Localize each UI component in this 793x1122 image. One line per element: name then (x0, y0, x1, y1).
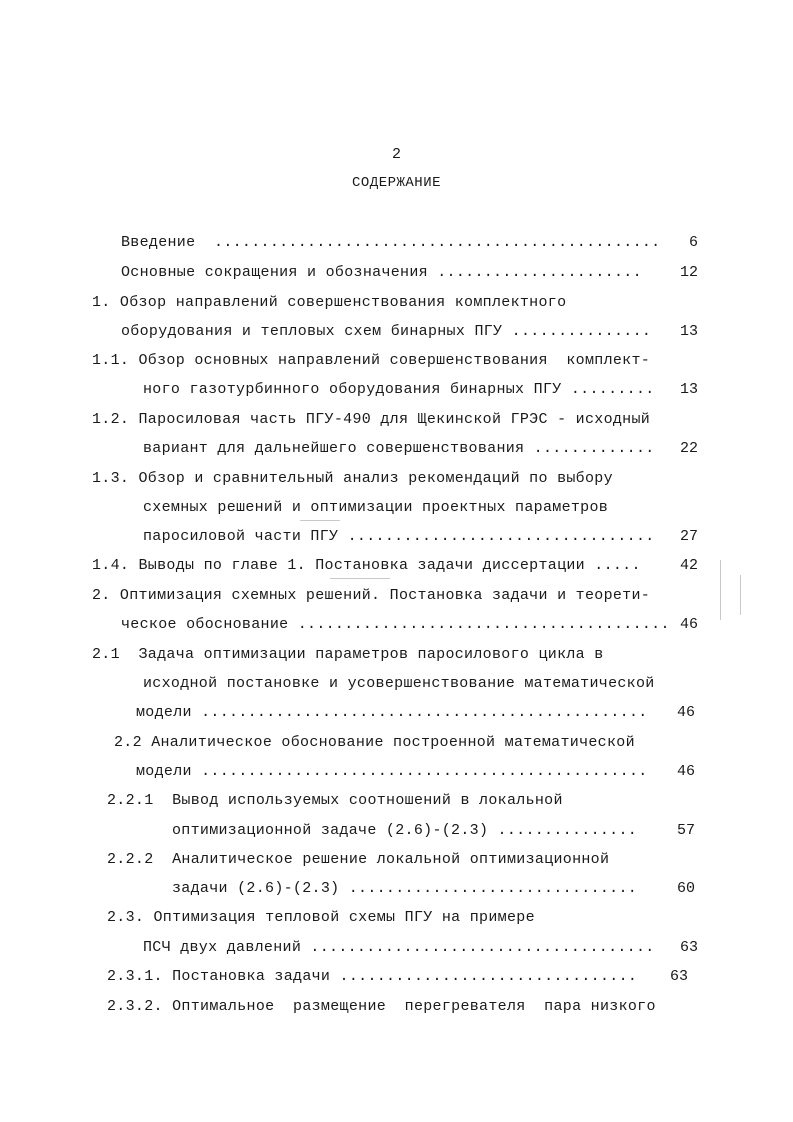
toc-entry-2-2-2-line1: 2.2.2 Аналитическое решение локальной оптимизационной (107, 851, 610, 868)
toc-entry-2-3-1-page: 63 (670, 968, 689, 985)
toc-entry-2-3-page: 63 (680, 939, 699, 956)
page-number: 2 (391, 146, 401, 163)
toc-entry-intro-text: Введение ................................................ (121, 234, 661, 251)
page-title: СОДЕРЖАНИЕ (351, 175, 441, 191)
toc-entry-2-1-page: 46 (677, 704, 696, 721)
scan-artifact (330, 578, 390, 579)
toc-entry-2-3-line2: ПСЧ двух давлений ..................................... (143, 939, 655, 956)
toc-entry-1-1-line1: 1.1. Обзор основных направлений совершенствования комплект- (92, 352, 651, 369)
toc-entry-1-1-line2: ного газотурбинного оборудования бинарных ПГУ ......... (143, 381, 655, 398)
toc-entry-2-3-2-text: 2.3.2. Оптимальное размещение перегревателя пара низкого (107, 998, 656, 1015)
toc-entry-1-4-text: 1.4. Выводы по главе 1. Постановка задачи диссертации ..... (92, 557, 641, 574)
toc-entry-abbrev-page: 12 (680, 264, 699, 281)
toc-entry-1-3-line3: паросиловой части ПГУ ................................. (143, 528, 655, 545)
toc-entry-1-3-line2: схемных решений и оптимизации проектных параметров (143, 499, 609, 516)
toc-entry-1-4-page: 42 (680, 557, 699, 574)
toc-entry-ch2-page: 46 (680, 616, 699, 633)
toc-entry-intro-page: 6 (689, 234, 699, 251)
toc-entry-ch1-page: 13 (680, 323, 699, 340)
toc-entry-1-1-page: 13 (680, 381, 699, 398)
toc-entry-2-1-line1: 2.1 Задача оптимизации параметров паросилового цикла в (92, 646, 604, 663)
toc-entry-2-2-line1: 2.2 Аналитическое обоснование построенной математической (114, 734, 635, 751)
scan-artifact (300, 520, 340, 521)
toc-entry-1-3-page: 27 (680, 528, 699, 545)
toc-entry-ch2-line1: 2. Оптимизация схемных решений. Постановка задачи и теорети- (92, 587, 651, 604)
toc-entry-2-2-1-line1: 2.2.1 Вывод используемых соотношений в локальной (107, 792, 563, 809)
scan-artifact (720, 560, 721, 620)
toc-entry-1-2-line2: вариант для дальнейшего совершенствования ............. (143, 440, 655, 457)
toc-entry-1-3-line1: 1.3. Обзор и сравнительный анализ рекомендаций по выбору (92, 470, 613, 487)
toc-entry-ch2-line2: ческое обоснование ........................................ (121, 616, 670, 633)
toc-entry-2-1-line2: исходной постановке и усовершенствование математической (143, 675, 655, 692)
toc-entry-1-2-page: 22 (680, 440, 699, 457)
toc-entry-2-3-1-text: 2.3.1. Постановка задачи ................................ (107, 968, 638, 985)
toc-entry-ch1-line1: 1. Обзор направлений совершенствования комплектного (92, 294, 567, 311)
toc-entry-1-2-line1: 1.2. Паросиловая часть ПГУ-490 для Щекинской ГРЭС - исходный (92, 411, 651, 428)
toc-entry-abbrev-text: Основные сокращения и обозначения ...................... (121, 264, 642, 281)
toc-entry-2-2-2-page: 60 (677, 880, 696, 897)
toc-entry-2-2-1-line2: оптимизационной задаче (2.6)-(2.3) ............... (172, 822, 638, 839)
toc-entry-2-2-1-page: 57 (677, 822, 696, 839)
toc-entry-2-2-page: 46 (677, 763, 696, 780)
toc-entry-2-3-line1: 2.3. Оптимизация тепловой схемы ПГУ на примере (107, 909, 535, 926)
toc-entry-2-1-line3: модели ................................................ (136, 704, 648, 721)
toc-entry-2-2-line2: модели ................................................ (136, 763, 648, 780)
toc-entry-2-2-2-line2: задачи (2.6)-(2.3) ............................... (172, 880, 638, 897)
scan-artifact (740, 575, 741, 615)
toc-entry-ch1-line2: оборудования и тепловых схем бинарных ПГУ ............... (121, 323, 652, 340)
